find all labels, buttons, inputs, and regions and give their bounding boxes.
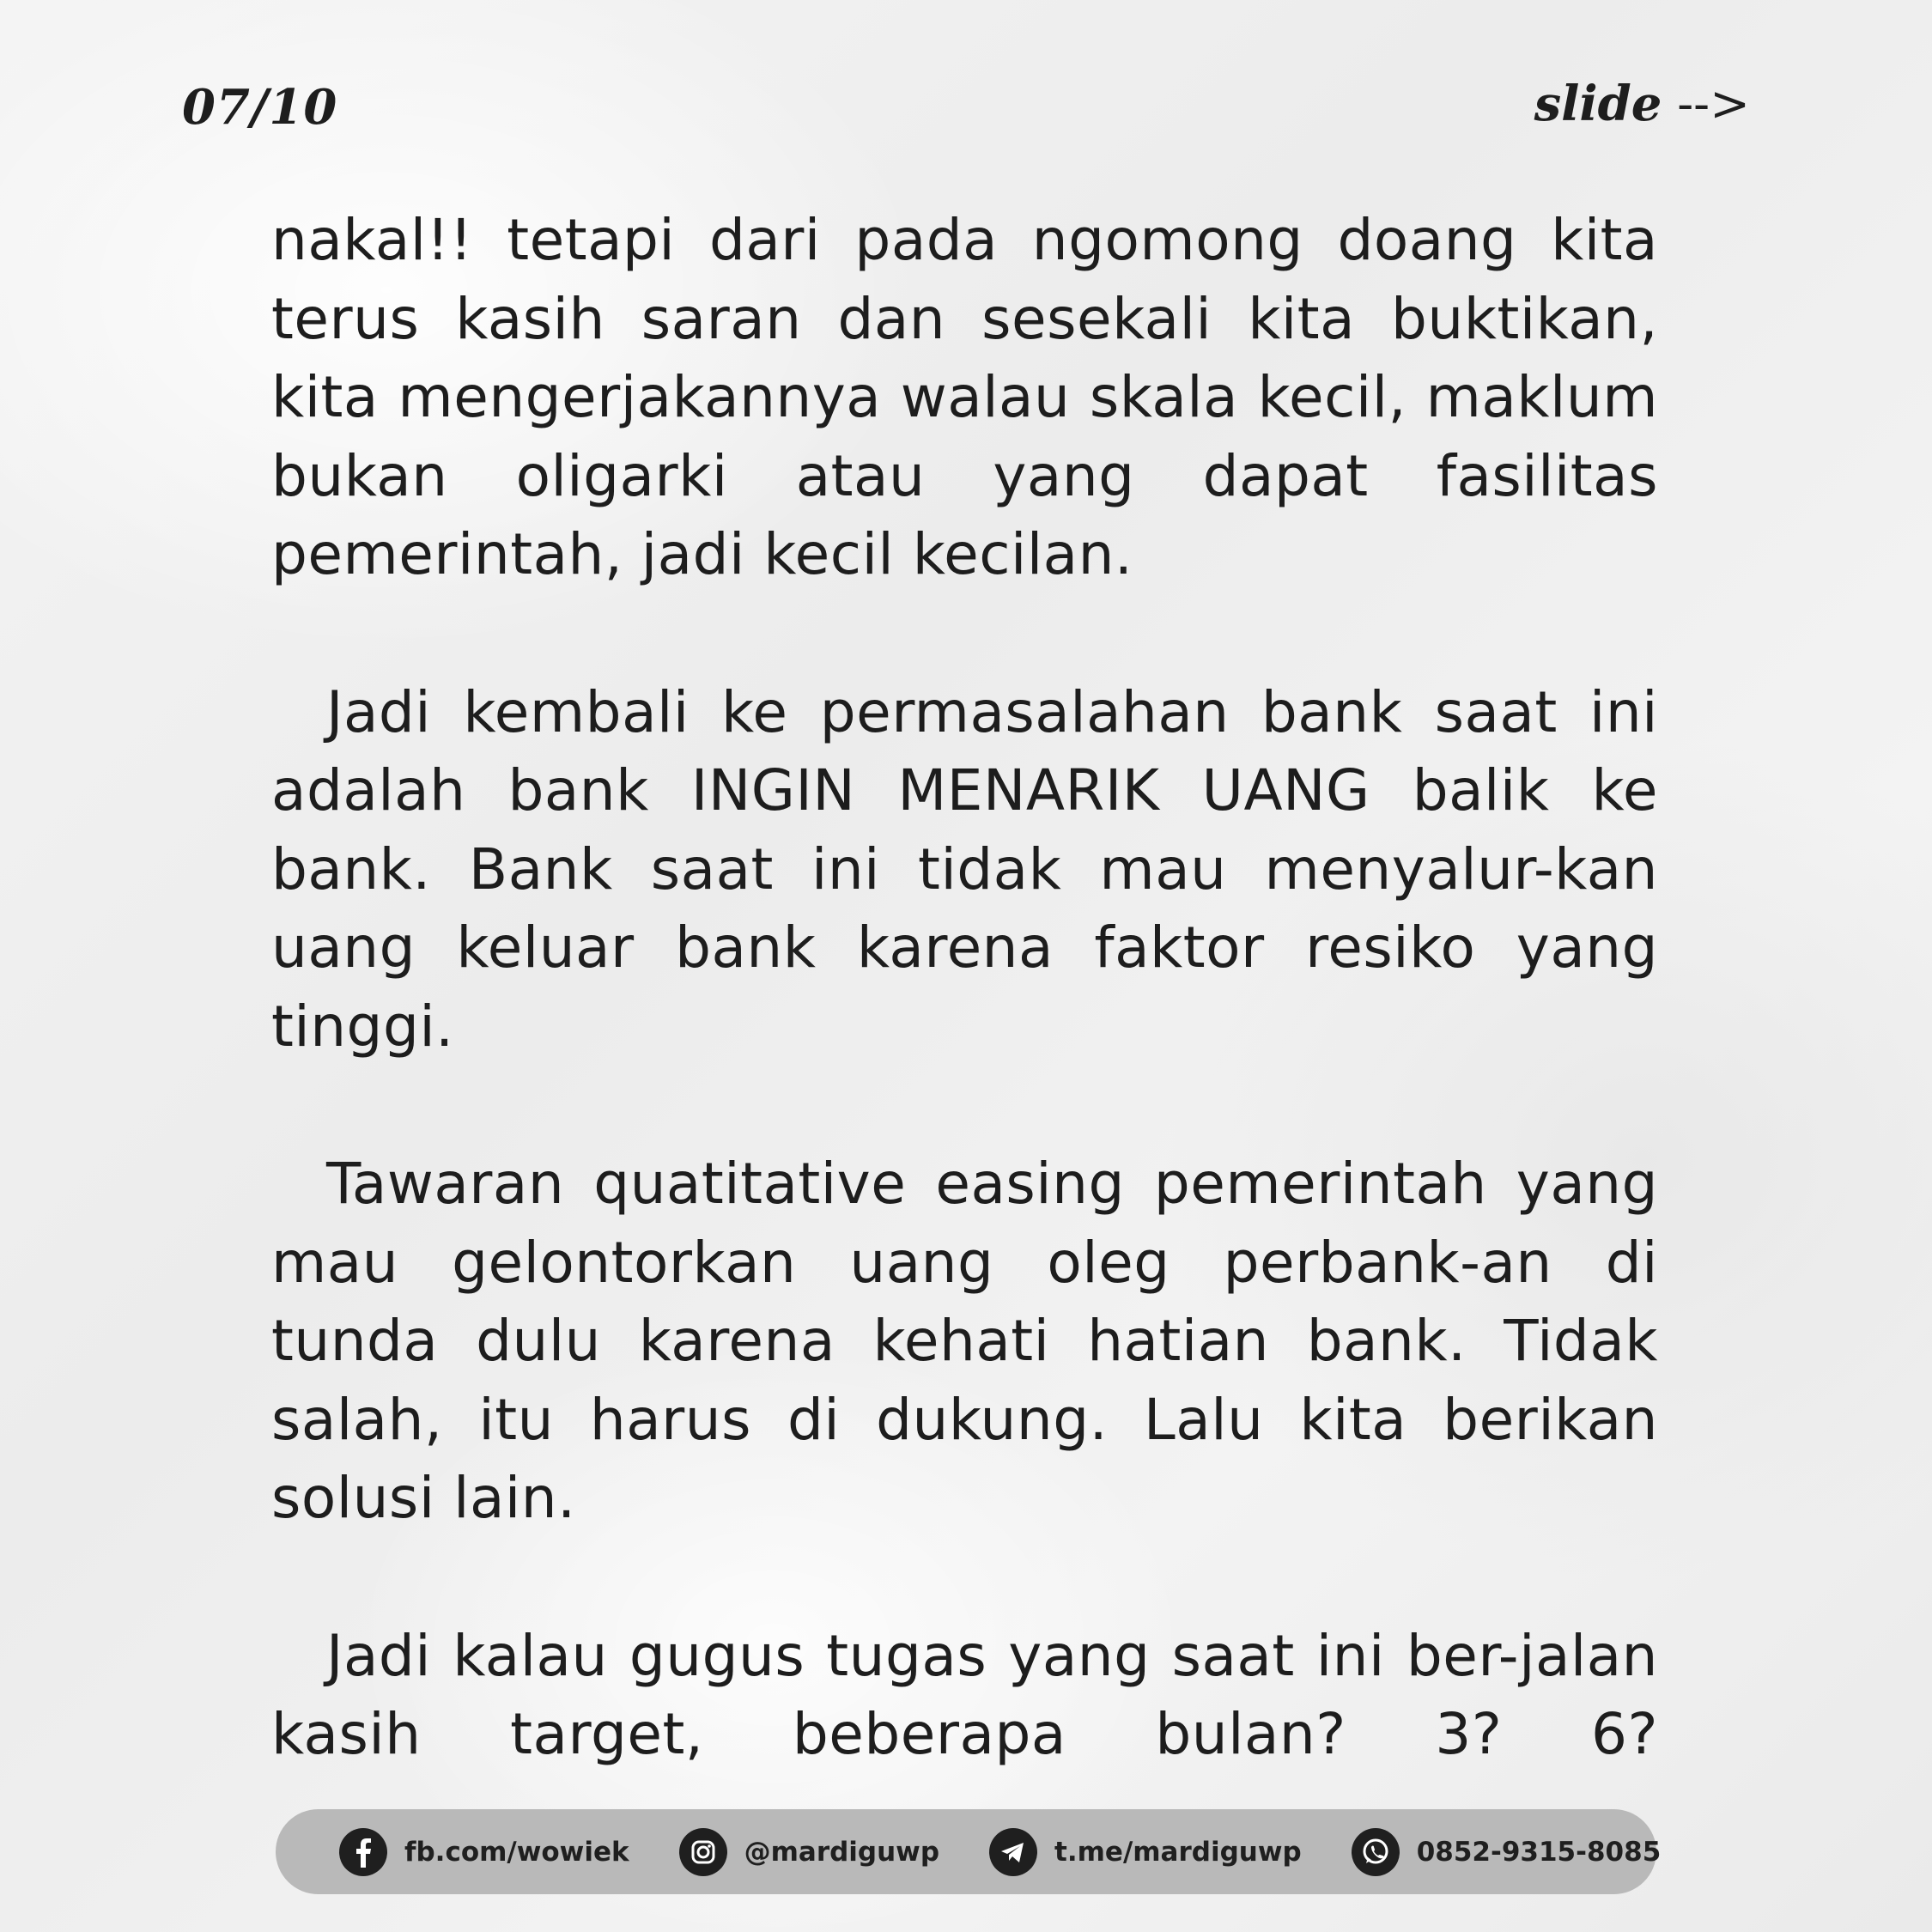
paragraph-2: Jadi kembali ke permasalahan bank saat ini adalah bank INGIN MENARIK UANG balik ke bank. Bank saat ini tidak mau menyalur-kan uang keluar bank karena faktor resiko yang tinggi. (271, 678, 1658, 1060)
contact-facebook[interactable] (339, 1828, 629, 1876)
contact-telegram[interactable] (989, 1828, 1302, 1876)
paragraph-1: nakal!! tetapi dari pada ngomong doang kita terus kasih saran dan sesekali kita buktikan, kita mengerjakannya walau skala kecil, maklum bukan oligarki atau yang dapat fasilitas pemerintah, jadi kecil kecilan. (271, 207, 1658, 587)
contact-instagram[interactable] (679, 1828, 939, 1876)
contact-bar (276, 1809, 1662, 1894)
contact-telegram-label: t.me/mardiguwp (1054, 1836, 1302, 1868)
slide-label: slide (1534, 76, 1662, 132)
contact-whatsapp[interactable] (1352, 1828, 1662, 1876)
page-number: 07/10 (182, 79, 338, 136)
whatsapp-icon (1352, 1828, 1400, 1876)
contact-whatsapp-label: 0852-9315-8085 (1416, 1836, 1662, 1868)
facebook-icon (339, 1828, 387, 1876)
slide-hint (1534, 76, 1750, 132)
telegram-icon (989, 1828, 1037, 1876)
contact-instagram-label: @mardiguwp (744, 1836, 940, 1868)
slide-arrow: --> (1662, 76, 1750, 132)
instagram-icon (679, 1828, 727, 1876)
article-body (271, 201, 1658, 1774)
contact-facebook-label: fb.com/wowiek (404, 1836, 629, 1868)
paragraph-3: Tawaran quatitative easing pemerintah yang mau gelontorkan uang oleg perbank-an di tunda dulu karena kehati hatian bank. Tidak salah, itu harus di dukung. Lalu kita berikan solusi lain. (271, 1151, 1658, 1531)
paragraph-4: Jadi kalau gugus tugas yang saat ini ber-jalan kasih target, beberapa bulan? 3? 6? (271, 1622, 1658, 1767)
